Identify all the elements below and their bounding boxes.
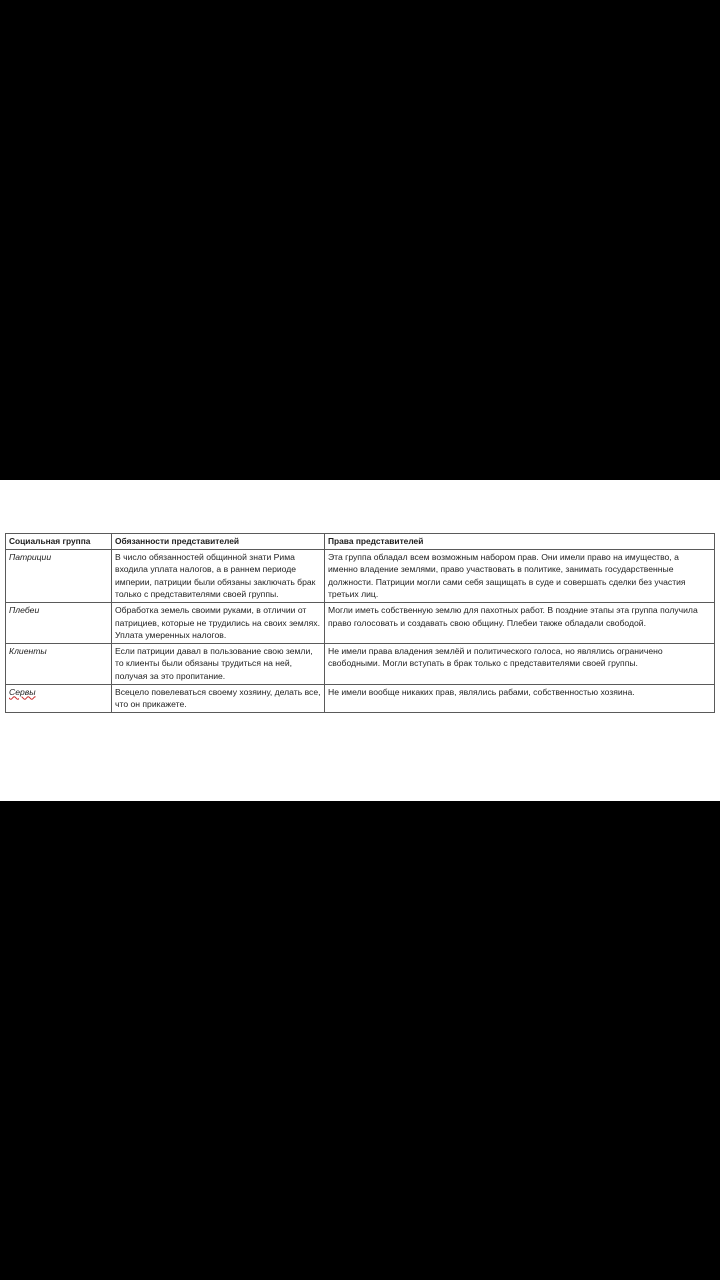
rights-cell: Не имели вообще никаких прав, являлись рабами, собственностью хозяина. (325, 684, 715, 712)
header-duties: Обязанности представителей (112, 534, 325, 550)
group-cell: Плебеи (6, 602, 112, 643)
table-row (6, 549, 715, 602)
photo (0, 480, 720, 801)
duties-cell: Всецело повелеваться своему хозяину, делать все, что он прикажете. (112, 684, 325, 712)
duties-cell: В число обязанностей общинной знати Рима входила уплата налогов, а в раннем периоде империи, патриции были обязаны заключать брак только с представителями своей группы. (112, 549, 325, 602)
table-row (6, 643, 715, 684)
group-cell: Клиенты (6, 643, 112, 684)
duties-cell: Если патриции давал в пользование свою земли, то клиенты были обязаны трудиться на ней, получая за это пропитание. (112, 643, 325, 684)
table-header-row (6, 534, 715, 550)
group-label: Сервы (9, 686, 36, 697)
header-rights: Права представителей (325, 534, 715, 550)
table-row (6, 602, 715, 643)
rights-cell: Могли иметь собственную землю для пахотных работ. В поздние этапы эта группа получила право голосовать и создавать свою общину. Плебеи также обладали свободой. (325, 602, 715, 643)
rights-cell: Эта группа обладал всем возможным набором прав. Они имели право на имущество, а именно владение землями, право участвовать в политике, занимать государственные должности. Патриции могли сами себя защищать в суде и совершать сделки без участия третьих лиц. (325, 549, 715, 602)
group-cell (6, 684, 112, 712)
group-cell: Патриции (6, 549, 112, 602)
rights-cell: Не имели права владения землёй и политического голоса, но являлись ограничено свободными. Могли вступать в брак только с представителями своей группы. (325, 643, 715, 684)
table-row (6, 684, 715, 712)
header-social-group: Социальная группа (6, 534, 112, 550)
social-groups-table (5, 533, 715, 713)
duties-cell: Обработка земель своими руками, в отличии от патрициев, которые не трудились на своих землях. Уплата умеренных налогов. (112, 602, 325, 643)
